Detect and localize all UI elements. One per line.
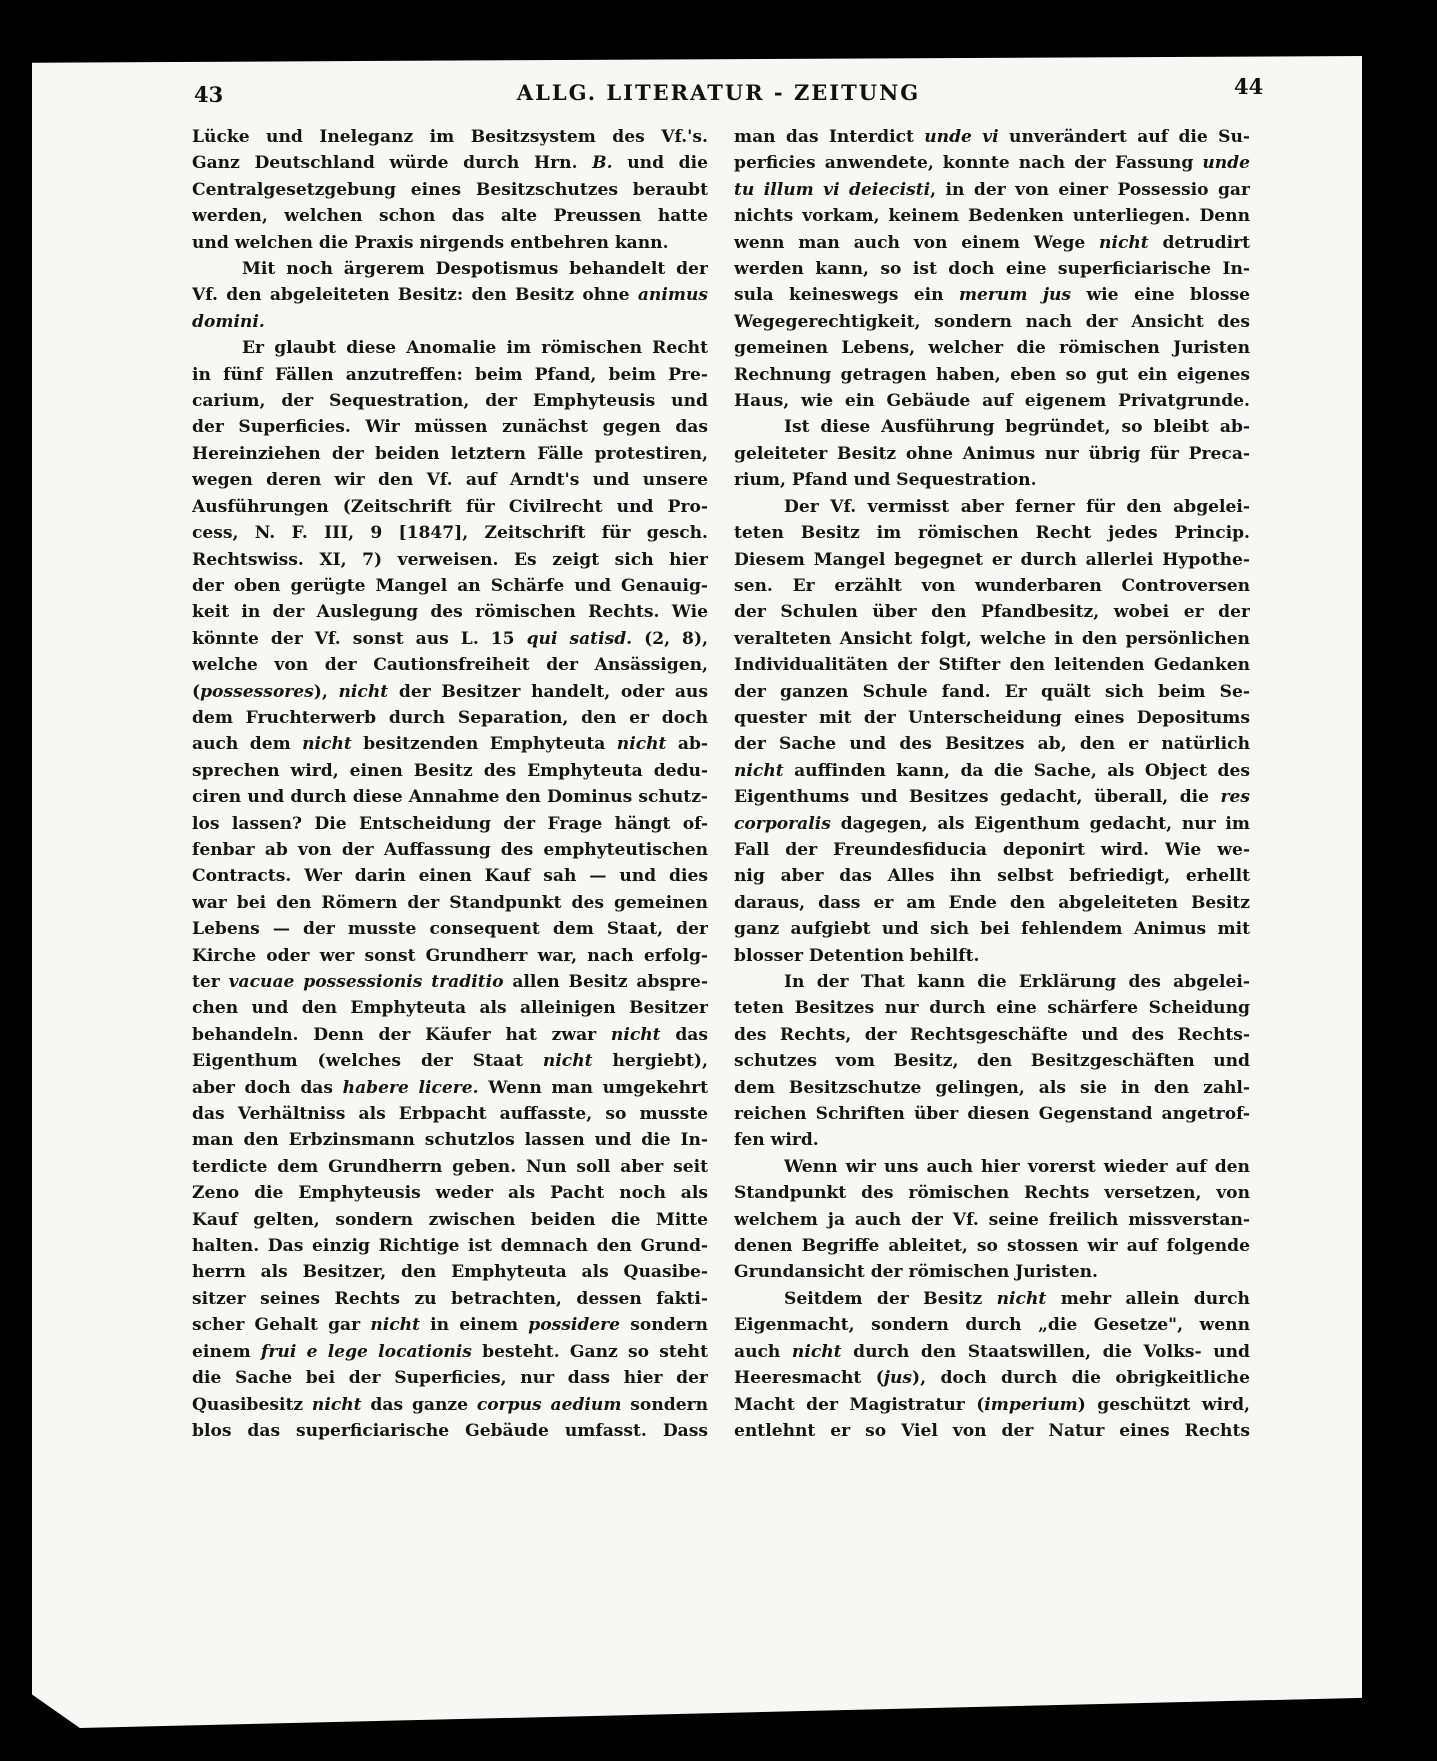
- right-column-line: nichts vorkam, keinem Bedenken unterliegen. Denn: [734, 206, 1250, 227]
- left-column-line: Lebens — der musste consequent dem Staat, der: [192, 919, 708, 940]
- right-column-line: sula keineswegs ein merum jus wie eine blosse: [734, 285, 1250, 306]
- left-column-line: aber doch das habere licere. Wenn man umgekehrt: [192, 1077, 708, 1098]
- right-column-line: sen. Er erzählt von wunderbaren Controversen: [734, 575, 1250, 596]
- right-column-line: der Sache und des Besitzes ab, den er natürlich: [734, 734, 1250, 755]
- left-column-line: domini.: [192, 311, 265, 332]
- left-column-line: auch dem nicht besitzenden Emphyteuta nicht ab-: [192, 734, 708, 755]
- right-column-line: gemeinen Lebens, welcher die römischen Juristen: [734, 338, 1250, 359]
- left-column-line: ter vacuae possessionis traditio allen Besitz abspre-: [192, 972, 708, 992]
- right-column-line: Wenn wir uns auch hier vorerst wieder auf den: [784, 1156, 1250, 1177]
- left-column-line: Contracts. Wer darin einen Kauf sah — und dies: [192, 866, 708, 887]
- right-column-line: Fall der Freundesfiducia deponirt wird. Wie we-: [734, 839, 1250, 860]
- left-column-line: der oben gerügte Mangel an Schärfe und Genauig-: [192, 575, 708, 596]
- left-column-line: Mit noch ärgerem Despotismus behandelt der: [242, 259, 708, 280]
- right-column-line: quester mit der Unterscheidung eines Depositums: [734, 707, 1250, 728]
- right-column-line: Rechnung getragen haben, eben so gut ein eigenes: [734, 364, 1250, 385]
- right-column-line: wenn man auch von einem Wege nicht detrudirt: [734, 232, 1250, 253]
- left-column-line: Ganz Deutschland würde durch Hrn. B. und die: [192, 153, 708, 174]
- right-column-line: geleiteter Besitz ohne Animus nur übrig für Preca-: [734, 443, 1250, 464]
- left-column-line: Kauf gelten, sondern zwischen beiden die Mitte: [192, 1209, 708, 1230]
- right-column-line: perficies anwendete, konnte nach der Fassung unde: [734, 153, 1250, 174]
- left-column-line: Rechtswiss. XI, 7) verweisen. Es zeigt sich hier: [192, 549, 708, 570]
- left-column-line: dem Fruchterwerb durch Separation, den er doch: [192, 707, 708, 728]
- text-column-right: [734, 124, 1250, 1444]
- left-column-line: Kirche oder wer sonst Grundherr war, nach erfolg-: [192, 945, 708, 966]
- right-column-line: reichen Schriften über diesen Gegenstand angetrof-: [734, 1104, 1250, 1125]
- right-column-line: tu illum vi deiecisti, in der von einer Possessio gar: [734, 179, 1250, 200]
- right-column-line: Ist diese Ausführung begründet, so bleibt ab-: [784, 417, 1250, 438]
- left-column-line: wegen deren wir den Vf. auf Arndt's und unsere: [192, 470, 708, 491]
- right-column-line: In der That kann die Erklärung des abgelei-: [784, 972, 1250, 992]
- right-column-line: teten Besitz im römischen Recht jedes Princip.: [734, 523, 1250, 544]
- right-column-line: des Rechts, der Rechtsgeschäfte und des Rechts-: [734, 1024, 1250, 1045]
- left-column-line: Quasibesitz nicht das ganze corpus aedium sondern: [192, 1394, 708, 1415]
- left-column-line: halten. Das einzig Richtige ist demnach den Grund-: [192, 1236, 708, 1257]
- left-column-line: in fünf Fällen anzutreffen: beim Pfand, beim Pre-: [192, 364, 708, 385]
- right-column-line: Diesem Mangel begegnet er durch allerlei Hypothe-: [734, 549, 1250, 570]
- left-column-line: Zeno die Emphyteusis weder als Pacht noch als: [192, 1183, 708, 1204]
- left-column-line: könnte der Vf. sonst aus L. 15 qui satisd. (2, 8),: [192, 628, 708, 649]
- left-column-line: Lücke und Ineleganz im Besitzsystem des Vf.'s.: [192, 127, 708, 147]
- left-column-line: ciren und durch diese Annahme den Dominus schutz-: [192, 787, 708, 808]
- right-column-line: Macht der Magistratur (imperium) geschützt wird,: [734, 1394, 1250, 1415]
- right-column-line: Wegegerechtigkeit, sondern nach der Ansicht des: [734, 311, 1250, 332]
- left-column-line: (possessores), nicht der Besitzer handelt, oder aus: [192, 681, 708, 702]
- right-column-line: denen Begriffe ableitet, so stossen wir auf folgende: [734, 1236, 1250, 1257]
- right-column-line: welchem ja auch der Vf. seine freilich missverstan-: [734, 1209, 1250, 1230]
- left-column-line: terdicte dem Grundherrn geben. Nun soll aber seit: [192, 1156, 708, 1177]
- left-column-line: Er glaubt diese Anomalie im römischen Recht: [242, 338, 708, 359]
- right-column-line: auch nicht durch den Staatswillen, die Volks- und: [734, 1341, 1250, 1362]
- right-column-line: blosser Detention behilft.: [734, 945, 980, 966]
- right-column-line: Heeresmacht (jus), doch durch die obrigkeitliche: [734, 1368, 1250, 1389]
- right-column-line: werden kann, so ist doch eine superficiarische In-: [734, 259, 1250, 280]
- text-column-left: [192, 124, 708, 1444]
- left-column-line: Hereinziehen der beiden letztern Fälle protestiren,: [192, 443, 708, 464]
- right-column-line: man das Interdict unde vi unverändert auf die Su-: [734, 127, 1250, 147]
- left-column-line: behandeln. Denn der Käufer hat zwar nicht das: [192, 1024, 708, 1045]
- left-column-line: einem frui e lege locationis besteht. Ganz so steht: [192, 1341, 708, 1362]
- left-column-line: los lassen? Die Entscheidung der Frage hängt of-: [192, 813, 708, 834]
- left-column-line: chen und den Emphyteuta als alleinigen Besitzer: [192, 998, 708, 1019]
- right-column-line: entlehnt er so Viel von der Natur eines Rechts: [734, 1420, 1250, 1441]
- left-column-line: carium, der Sequestration, der Emphyteusis und: [192, 391, 708, 412]
- right-column-line: Seitdem der Besitz nicht mehr allein durch: [784, 1288, 1250, 1309]
- right-column-line: nicht auffinden kann, da die Sache, als Object des: [734, 760, 1250, 781]
- left-column-line: keit in der Auslegung des römischen Rechts. Wie: [192, 602, 708, 623]
- right-column-line: der Schulen über den Pfandbesitz, wobei er der: [734, 602, 1250, 623]
- right-column-line: Haus, wie ein Gebäude auf eigenem Privatgrunde.: [734, 391, 1250, 412]
- right-column-line: Individualitäten der Stifter den leitenden Gedanken: [734, 655, 1250, 676]
- right-column-line: Eigenthums und Besitzes gedacht, überall, die res: [734, 787, 1250, 808]
- running-head-title: ALLG. LITERATUR - ZEITUNG: [516, 80, 921, 105]
- right-column-line: Grundansicht der römischen Juristen.: [734, 1262, 1098, 1283]
- left-column-line: werden, welchen schon das alte Preussen hatte: [192, 206, 708, 227]
- left-column-line: sitzer seines Rechts zu betrachten, dessen fakti-: [192, 1288, 708, 1309]
- right-column-line: corporalis dagegen, als Eigenthum gedacht, nur im: [734, 813, 1250, 834]
- left-column-line: Eigenthum (welches der Staat nicht hergiebt),: [192, 1051, 708, 1072]
- left-column-line: das Verhältniss als Erbpacht auffasste, so musste: [192, 1104, 708, 1125]
- page-number-left: 43: [194, 82, 224, 107]
- left-column-line: blos das superficiarische Gebäude umfasst. Dass: [192, 1420, 708, 1441]
- left-column-line: cess, N. F. III, 9 [1847], Zeitschrift für gesch.: [192, 523, 708, 544]
- right-column-line: Der Vf. vermisst aber ferner für den abgelei-: [784, 496, 1250, 517]
- right-column-line: Eigenmacht, sondern durch „die Gesetze", wenn: [734, 1315, 1250, 1336]
- left-column-line: Vf. den abgeleiteten Besitz: den Besitz ohne animus: [192, 285, 708, 306]
- left-column-line: Centralgesetzgebung eines Besitzschutzes beraubt: [192, 179, 708, 200]
- right-column-line: veralteten Ansicht folgt, welche in den persönlichen: [734, 628, 1250, 649]
- left-column-line: man den Erbzinsmann schutzlos lassen und die In-: [192, 1130, 708, 1151]
- right-column-line: dem Besitzschutze gelingen, als sie in den zahl-: [734, 1077, 1250, 1098]
- left-column-line: welche von der Cautionsfreiheit der Ansässigen,: [192, 655, 708, 676]
- left-column-line: sprechen wird, einen Besitz des Emphyteuta dedu-: [192, 760, 708, 781]
- right-column-line: der ganzen Schule fand. Er quält sich beim Se-: [734, 681, 1250, 702]
- left-column-line: der Superficies. Wir müssen zunächst gegen das: [192, 417, 708, 438]
- left-column-line: die Sache bei der Superficies, nur dass hier der: [192, 1368, 708, 1389]
- page-number-right: 44: [1234, 74, 1264, 99]
- right-column-line: ganz aufgiebt und sich bei fehlendem Animus mit: [734, 919, 1250, 940]
- right-column-line: fen wird.: [734, 1130, 819, 1151]
- left-column-line: und welchen die Praxis nirgends entbehren kann.: [192, 232, 669, 253]
- left-column-line: scher Gehalt gar nicht in einem possidere sondern: [192, 1315, 708, 1336]
- left-column-line: herrn als Besitzer, den Emphyteuta als Quasibe-: [192, 1262, 708, 1283]
- left-column-line: Ausführungen (Zeitschrift für Civilrecht und Pro-: [192, 496, 708, 517]
- right-column-line: schutzes vom Besitz, den Besitzgeschäften und: [734, 1051, 1250, 1072]
- left-column-line: war bei den Römern der Standpunkt des gemeinen: [192, 892, 708, 913]
- right-column-line: daraus, dass er am Ende den abgeleiteten Besitz: [734, 892, 1250, 913]
- right-column-line: Standpunkt des römischen Rechts versetzen, von: [734, 1183, 1250, 1204]
- left-column-line: fenbar ab von der Auffassung des emphyteutischen: [192, 839, 708, 860]
- right-column-line: teten Besitzes nur durch eine schärfere Scheidung: [734, 998, 1250, 1019]
- right-column-line: nig aber das Alles ihn selbst befriedigt, erhellt: [734, 866, 1250, 887]
- right-column-line: rium, Pfand und Sequestration.: [734, 470, 1037, 491]
